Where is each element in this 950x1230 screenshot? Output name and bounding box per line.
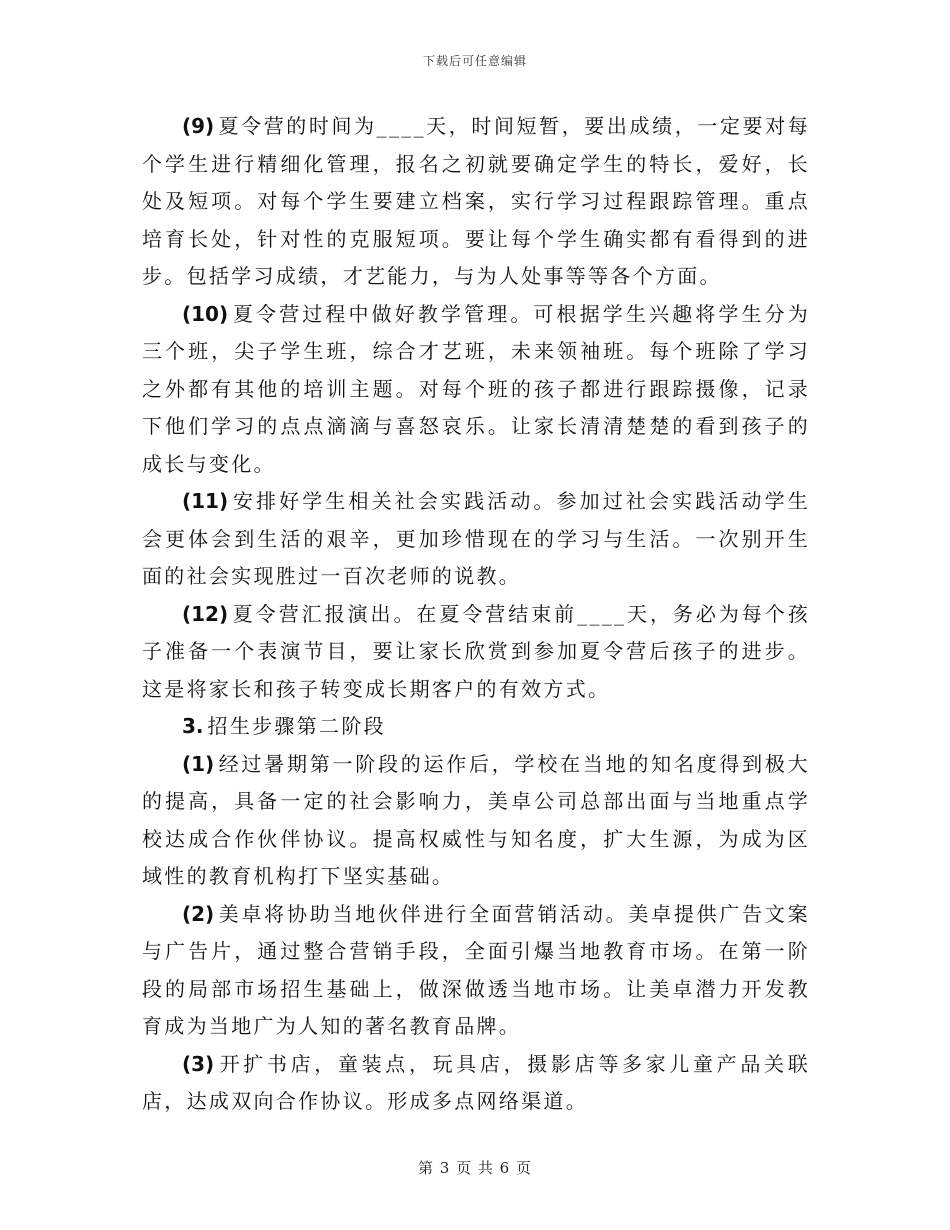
item-number: (9) [182,114,215,138]
item-number: (10) [182,301,229,326]
paragraph-text: 经过暑期第一阶段的运作后，学校在当地的知名度得到极大的提高，具备一定的社会影响力，美卓公司总部出面与当地重点学校达成合作伙伴协议。提高权威性与知名度，扩大生源，为成为区域性的教育机构打下坚实基础。 [142,751,810,888]
paragraph-item-2 [142,896,810,1046]
paragraph-text: 夏令营过程中做好教学管理。可根据学生兴趣将学生分为三个班，尖子学生班，综合才艺班，未来领袖班。每个班除了学习之外都有其他的培训主题。对每个班的孩子都进行跟踪摄像，记录下他们学习的点点滴滴与喜怒哀乐。让家长清清楚楚的看到孩子的成长与变化。 [142,301,810,476]
paragraph-text: 美卓将协助当地伙伴进行全面营销活动。美卓提供广告文案与广告片，通过整合营销手段，全面引爆当地教育市场。在第一阶段的局部市场招生基础上，做深做透当地市场。让美卓潜力开发教育成为当地广为人知的著名教育品牌。 [142,901,810,1038]
paragraph-text: 安排好学生相关社会实践活动。参加过社会实践活动学生会更体会到生活的艰辛，更加珍惜现在的学习与生活。一次别开生面的社会实现胜过一百次老师的说教。 [142,489,810,588]
page-header: 下载后可任意编辑 [422,54,527,68]
paragraph-item-9 [142,108,810,296]
paragraph-item-11 [142,483,810,596]
paragraph-item-3 [142,1046,810,1121]
section-heading [142,708,810,746]
section-heading-text: 招生步骤第二阶段 [207,714,386,738]
paragraph-text: 夏令营的时间为____天，时间短暂，要出成绩，一定要对每个学生进行精细化管理，报名之初就要确定学生的特长，爱好，长处及短项。对每个学生要建立档案，实行学习过程跟踪管理。重点培育长处，针对性的克服短项。要让每个学生确实都有看得到的进步。包括学习成绩，才艺能力，与为人处事等等各个方面。 [142,114,810,288]
item-number: (12) [182,601,229,626]
paragraph-text: 开扩书店，童装点，玩具店，摄影店等多家儿童产品关联店，达成双向合作协议。形成多点网络渠道。 [142,1051,810,1113]
paragraph-text: 夏令营汇报演出。在夏令营结束前____天，务必为每个孩子准备一个表演节目，要让家长欣赏到参加夏令营后孩子的进步。这是将家长和孩子转变成长期客户的有效方式。 [142,601,810,701]
item-number: (11) [182,489,229,513]
section-number: 3. [182,714,204,738]
item-number: (3) [182,1051,215,1076]
paragraph-item-1 [142,746,810,896]
item-number: (2) [182,901,215,926]
page-footer: 第 3 页 共 6 页 [418,1159,532,1177]
document-body [142,108,810,1121]
paragraph-item-10 [142,296,810,484]
paragraph-item-12 [142,596,810,709]
item-number: (1) [182,751,215,776]
